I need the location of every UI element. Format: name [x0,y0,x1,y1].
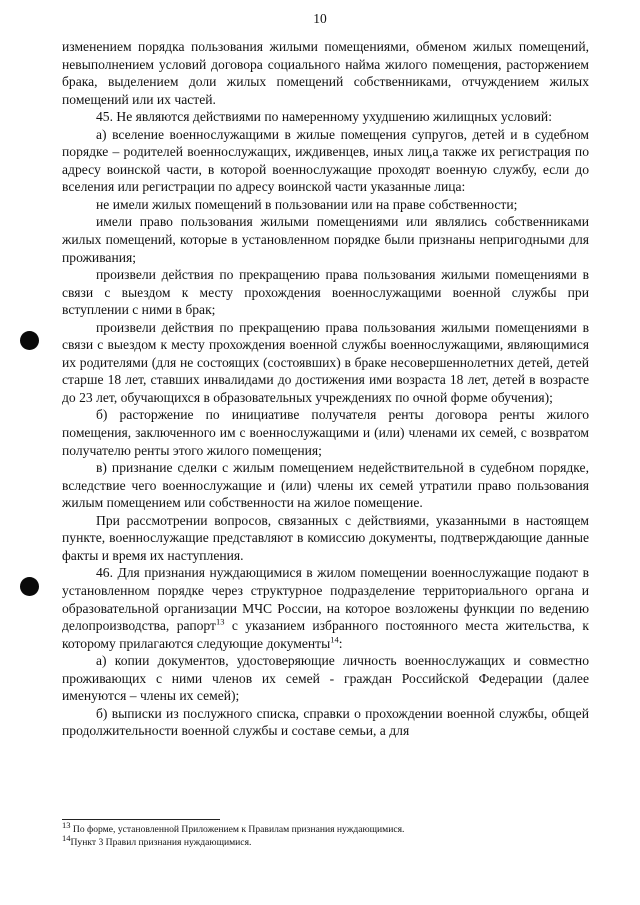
paragraph: б) выписки из послужного списка, справки о прохождении военной службы, общей продолжительности военной службы и составе семьи, а для [62,705,589,739]
paragraph: произвели действия по прекращению права пользования жилыми помещениями в связи с выездом к месту прохождения военнослужащими военной службы при вступлении с ними в брак; [62,267,589,318]
paragraph: а) вселение военнослужащими в жилые помещения супругов, детей и в судебном порядке – родителей военнослужащих, иждивенцев, иных лиц,а также их регистрация по адресу воинской части, в которой военнослужащие проходят военную службу, если до вселения или регистрации по адресу воинской части указанные лица: [62,126,589,195]
footnote-mark: 14 [62,832,71,843]
body-text [62,38,589,740]
paragraph-46-part2: с указанием избранного постоянного места жительства, к которому прилагаются следующие документы [62,618,590,651]
punch-hole [20,577,39,596]
paragraph: произвели действия по прекращению права пользования жилыми помещениями в связи с выездом к месту прохождения военной службы военнослужащими, являющимися их родителями (для не состоящих (состоявших) в браке несовершеннолетних детей, детей старше 18 лет, ставших инвалидами до достижения ими возраста 18 лет, детей в возрасте до 23 лет, обучающихся в образовательных учреждениях по очной форме обучения); [62,319,589,405]
page-number: 10 [313,11,327,26]
paragraph: не имели жилых помещений в пользовании или на праве собственности; [96,196,518,212]
footnote-13 [62,819,589,836]
footnote-ref-14[interactable]: 14 [330,634,339,645]
footnote-separator [62,819,220,820]
paragraph-46-part1: 46. Для признания нуждающимися в жилом помещении военнослужащие подают в установленном порядке через структурное подразделение территориального органа и образовательной организации МЧС России, на которое возложены функции по ведению делопроизводства, рапорт [62,565,589,634]
paragraph: имели право пользования жилыми помещениями или являлись собственниками жилых помещений, которые в установленном порядке были признаны непригодными для проживания; [62,214,589,265]
footnote-ref-13[interactable]: 13 [215,616,225,627]
footnotes [62,819,589,849]
paragraph: изменением порядка пользования жилыми помещениями, обменом жилых помещений, невыполнением условий договора социального найма жилого помещения, расторжением брака, выделением доли жилых помещений собственниками, отчуждением жилых помещений или их частей. [62,39,589,107]
paragraph: б) расторжение по инициативе получателя ренты договора ренты жилого помещения, заключенного им с военнослужащими и (или) членами их семей, с возвратом получателю ренты этого жилого помещения; [62,407,589,458]
paragraph: в) признание сделки с жилым помещением недействительной в судебном порядке, вследствие чего военнослужащие и (или) члены их семей утратили право пользования жилым помещением или собственности на жилое помещение. [62,460,589,511]
paragraph: 45. Не являются действиями по намеренному ухудшению жилищных условий: [96,109,552,125]
footnote-text: Пункт 3 Правил признания нуждающимися. [70,837,252,848]
paragraph-46-part3: : [338,635,343,651]
punch-hole [20,331,39,350]
footnote-mark: 13 [62,819,71,830]
footnote-14 [62,832,589,849]
footnote-text: По форме, установленной Приложением к Правилам признания нуждающимися. [70,824,405,835]
paragraph: При рассмотрении вопросов, связанных с действиями, указанными в настоящем пункте, военнослужащие представляют в комиссию документы, подтверждающие данные факты и время их наступления. [62,512,589,563]
paragraph: а) копии документов, удостоверяющие личность военнослужащих и совместно проживающих с ними членов их семей - граждан Российской Федерации (далее именуются – члены их семей); [62,653,589,704]
paragraph-46 [62,564,589,652]
